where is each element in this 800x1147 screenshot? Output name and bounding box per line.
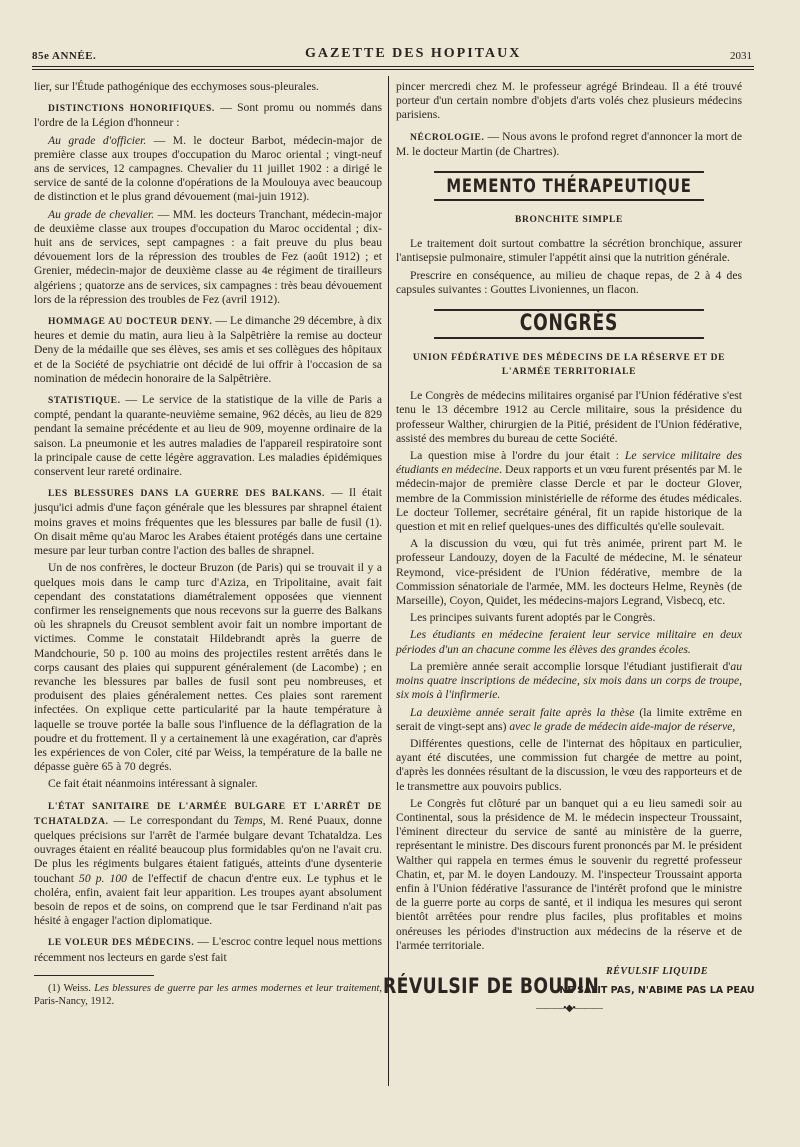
memento-paragraph-2: Prescrire en conséquence, au milieu de chaque repas, de 2 à 4 des capsules suivantes : Gouttes Livoniennes, un flacon. xyxy=(396,268,742,296)
congres-paragraph-8: Différentes questions, celle de l'internat des hôpitaux en particulier, ayant été discutées, une commission fut chargée de mettre au point, d'après les données résultant de la discussion, le vœu des rapporteurs et de le transmettre aux pouvoirs publics. xyxy=(396,736,742,793)
congres-paragraph-6: La première année serait accomplie lorsque l'étudiant justifierait d'au moins quatre inscriptions de médecine, six mois dans un corps de troupe, six mois à l'infirmerie. xyxy=(396,659,742,702)
deny-paragraph: HOMMAGE AU DOCTEUR DENY. — Le dimanche 29 décembre, à dix heures et demie du matin, aura lieu à la Salpêtrière la remise au docteur Deny de la médaille que ses élèves, ses amis et ses collègues des hôpitaux et de la Société de psychiatrie ont décidé de lui offrir à l'occasion de sa nomination de médecin honoraire de la Salpêtrière. xyxy=(34,314,382,385)
bulgare-paragraph: L'ÉTAT SANITAIRE DE L'ARMÉE BULGARE ET L'ARRÊT DE TCHATALDZA. — Le correspondant du Temps, M. René Puaux, donne quelques précisions sur l'arrêt de l'armée bulgare devant Tchataldza. Les ouvrages étaient en réalité beaucoup plus formidables qu'on ne l'avait cru. De plus les régiments bulgares étaient fatigués, atteints d'une dysenterie touchant 50 p. 100 de l'effectif de chacun d'entre eux. Le typhus et le choléra, enfin, avaient fait leur apparition. Les troupes ayant absolument besoin de repos et de soins, on comprend que le tsar Ferdinand n'ait pas hésité à engager l'action diplomatique. xyxy=(34,801,382,928)
balkans-paragraph: LES BLESSURES DANS LA GUERRE DES BALKANS. — Il était jusqu'ici admis d'une façon générale que les blessures par shrapnel étaient moins graves et moins fréquentes que les blessures par balle de fusil (1). On disait même qu'au Maroc les Arabes étaient protégés dans une certaine mesure par leur turban contre l'action des balles de shrapnel. xyxy=(34,486,382,558)
column-divider xyxy=(388,76,389,1086)
necrologie-paragraph: NÉCROLOGIE. — Nous avons le profond regret d'annoncer la mort de M. le docteur Martin (de Chartres). xyxy=(396,129,742,158)
right-column xyxy=(383,80,755,1017)
ad-tagline: NE SALIT PAS, N'ABIME PAS LA PEAU xyxy=(559,985,755,997)
ad-brand: RÉVULSIF DE BOUDIN xyxy=(383,974,600,999)
voleur-paragraph: LE VOLEUR DES MÉDECINS. — L'escroc contre lequel nous mettions récemment nos lecteurs en garde s'est fait xyxy=(34,935,382,964)
section-head: LE VOLEUR DES MÉDECINS. xyxy=(48,938,195,949)
chevalier-paragraph: Au grade de chevalier. — MM. les docteurs Tranchant, médecin-major de deuxième classe aux troupes d'occupation du Maroc occidental ; dix-huit ans de services, sept campagnes : a fait preuve du plus beau dévouement lors de la répression des troubles de Fez (août 1912) ; et Grenier, médecin-major de deuxième classe au 4e régiment de tirailleurs algériens ; quatorze ans de services, six campagnes : très beau dévouement lors de la répression des troubles de Fez (avril 1912). xyxy=(34,207,382,306)
section-head: HOMMAGE AU DOCTEUR DENY. xyxy=(48,317,213,328)
footnote: (1) Weiss. Les blessures de guerre par les armes modernes et leur traitement, Paris-Nancy, 1912. xyxy=(34,982,382,1007)
ad-subtitle: RÉVULSIF LIQUIDE xyxy=(605,965,708,977)
journal-title: GAZETTE DES HOPITAUX xyxy=(304,46,522,61)
memento-paragraph-1: Le traitement doit surtout combattre la sécrétion bronchique, assurer l'antisepsie pulmonaire, stimuler l'appétit ainsi que la nutrition générale. xyxy=(396,237,742,265)
section-head: STATISTIQUE. xyxy=(48,396,121,407)
balkans-paragraph-3: Ce fait était néanmoins intéressant à signaler. xyxy=(48,777,258,791)
officier-paragraph: Au grade d'officier. — M. le docteur Barbot, médecin-major de première classe aux troupes d'occupation du Maroc oriental ; vingt-neuf ans de services, 12 campagnes. Chevalier du 11 juillet 1902 : a dirigé le service de santé de la colonne d'opérations de la Moulouya avec beaucoup de distinction et le plus grand dévouement (mai-juin 1912). xyxy=(34,133,382,204)
advertisement xyxy=(383,965,755,1017)
congres-subhead: UNION FÉDÉRATIVE DES MÉDECINS DE LA RÉSERVE ET DE L'ARMÉE TERRITORIALE xyxy=(412,353,726,378)
congres-paragraph-5: Les étudiants en médecine feraient leur service militaire en deux périodes d'un an chacune comme les élèves des grandes écoles. xyxy=(396,628,742,656)
issue-number: 85e ANNÉE. xyxy=(32,50,97,62)
congres-paragraph-4: Les principes suivants furent adoptés par le Congrès. xyxy=(410,611,656,625)
memento-subhead: BRONCHITE SIMPLE xyxy=(514,215,624,226)
page-number: 2031 xyxy=(730,50,752,62)
statistique-paragraph: STATISTIQUE. — Le service de la statistique de la ville de Paris a compté, pendant la quarante-neuvième semaine, 962 décès, au lieu de 829 pendant la semaine précédente et au lieu de 909, moyenne ordinaire de la saison. La pneumonie et les autres maladies de l'appareil respiratoire sont la principale cause de cette légère aggravation. Les maladies épidémiques conservent leur rareté ordinaire. xyxy=(34,393,382,479)
congres-paragraph-3: A la discussion du vœu, qui fut très animée, prirent part M. le professeur Landouzy, doyen de la Faculté de médecine, M. le sénateur Reymond, vice-président de l'Union fédérative, membre de la Commission sénatoriale de l'armée, MM. les docteurs Helme, Reynès (de Marseille), Coyon, Quidet, les médecins-majors Legrand, Visbecq, etc. xyxy=(396,537,742,608)
header-rule xyxy=(32,66,754,67)
congres-paragraph-9: Le Congrès fut clôturé par un banquet qui a eu lieu samedi soir au Continental, sous la présidence de M. le médecin inspecteur Troussaint, l'éminent directeur du service de santé au ministère de la guerre, représentant le ministre. Des discours furent prononcés par M. le président Walther qui rappela en termes émus le souvenir du regretté professeur Chatin, et, par M. le doyen Landouzy. M. l'inspecteur Troussaint apporta enfin à l'Union fédérative l'assurance de l'intérêt profond que le ministre de la guerre porte au corps de santé, et il indiqua les mesures qui seront bientôt arrêtées pour rendre plus faciles, plus profitables et moins onéreuses les périodes d'instruction aux médecins de la réserve et de l'armée territoriale. xyxy=(396,796,742,952)
congres-title: CONGRÈS xyxy=(434,309,704,339)
congres-paragraph-1: Le Congrès de médecins militaires organisé par l'Union fédérative s'est tenu le 13 décembre 1912 au Cercle militaire, sous la présidence du professeur Walther, chirurgien de la Pitié, président de l'Union fédérative, assisté des membres du bureau de cette Société. xyxy=(396,389,742,445)
memento-title: MEMENTO THÉRAPEUTIQUE xyxy=(434,171,704,201)
balkans-paragraph-2: Un de nos confrères, le docteur Bruzon (de Paris) qui se trouvait il y a quelques mois dans le camp turc d'Aziza, en Tripolitaine, avait fait cependant des constatations diamétralement opposées que viennent confirmer les renseignements que nous recevons sur la guerre des Balkans où les shrapnels du Creusot semblent avoir fait un nombre important de victimes. Comme le constatait Hildebrandt après la guerre de Mandchourie, 50 p. 100 au moins des projectiles restent arrêtés dans le corps causant des plaies qui suppurent généralement (de Lacombe) ; en revanche les blessures par balles de fusil sont peu nombreuses, et produisent des plaies généralement nettes. Ces plaies sont rarement infectées. On explique cette particularité par la haute température à laquelle se trouve portée la balle sous l'influence de la déflagration de la poudre et du frottement. Il y a certainement là une exagération, car d'après les expériences de von Coler, cité par Weiss, la température de la balle ne dépasse guère 65 à 70 degrés. xyxy=(34,561,382,774)
section-head: L'ÉTAT SANITAIRE DE L'ARMÉE BULGARE ET L'ARRÊT DE TCHATALDZA. xyxy=(34,801,382,827)
continued-paragraph: pincer mercredi chez M. le professeur agrégé Brindeau. Il a été trouvé porteur d'un certain nombre d'objets d'arts volés chez plusieurs médecins parisiens. xyxy=(396,80,742,122)
intro-paragraph: lier, sur l'Étude pathogénique des ecchymoses sous-pleurales. xyxy=(34,80,319,93)
header-rule-2 xyxy=(32,69,754,70)
footnote-rule xyxy=(34,975,154,976)
ornament-divider: ———•◆•——— xyxy=(536,1003,602,1015)
section-head: DISTINCTIONS HONORIFIQUES. xyxy=(48,104,215,115)
section-head: LES BLESSURES DANS LA GUERRE DES BALKANS. xyxy=(48,489,326,500)
left-column xyxy=(34,80,382,1011)
page-header xyxy=(32,38,752,62)
congres-paragraph-7: La deuxième année serait faite après la thèse (la limite extrême en serait de vingt-sept ans) avec le grade de médecin aide-major de réserve, xyxy=(396,705,742,733)
distinctions-paragraph: DISTINCTIONS HONORIFIQUES. — Sont promu ou nommés dans l'ordre de la Légion d'honneur : xyxy=(34,101,383,130)
section-head: NÉCROLOGIE. xyxy=(410,132,485,143)
congres-paragraph-2: La question mise à l'ordre du jour était : Le service militaire des étudiants en médecine. Deux rapports et un vœu furent présentés par M. le médecin-major de première classe Dercle et par le docteur Glover, membre de la Commission ministérielle de réforme des études médicales. Le docteur Tollemer, secrétaire général, fit un rapide historique de la question et mit en relief quelques-unes des difficultés qu'elle soulevait. xyxy=(396,449,742,534)
